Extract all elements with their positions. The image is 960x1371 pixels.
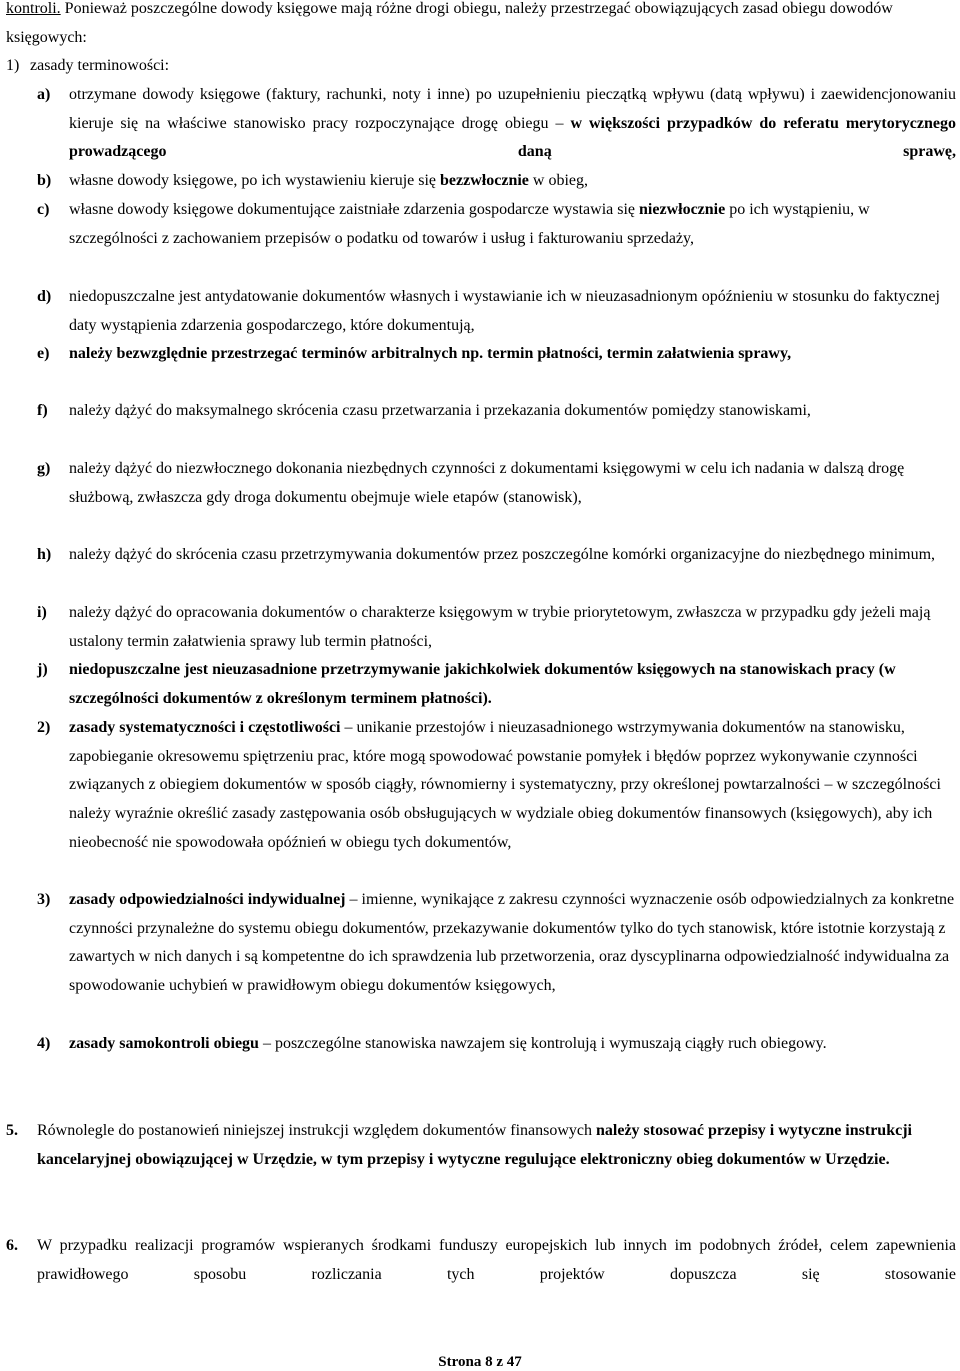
section-4-title: zasady samokontroli obiegu: [69, 1035, 259, 1052]
section-4-number: 4): [37, 1035, 51, 1052]
item-g-label: g): [37, 460, 51, 477]
section-1-number: 1): [6, 57, 20, 74]
point-6-text: W przypadku realizacji programów wspieranych środkami funduszy europejskich lub innych im podobnych źródeł, celem zapewnienia prawidłowego sposobu rozliczania tych projektów dopuszcza się stosowanie: [37, 1237, 956, 1283]
section-2-title: zasady systematyczności i częstotliwości: [69, 719, 341, 736]
point-6-number: 6.: [6, 1237, 18, 1254]
point-5-number: 5.: [6, 1122, 18, 1139]
item-a-text-part: otrzymane dowody księgowe (faktury, rachunki, noty i inne) po uzupełnieniu pieczątką wpływu (datą wpływu) i zaewidencjonowaniu kieruje się na właściwe stanowisko pracy rozpoczynające drogę obiegu –: [69, 86, 956, 132]
item-g-text: należy dążyć do niezwłocznego dokonania niezbędnych czynności z dokumentami księgowymi w celu ich nadania w dalszą drogę służbową, zwłaszcza gdy droga dokumentu obejmuje wiele etapów (stanowisk),: [69, 460, 905, 506]
item-j-text: niedopuszczalne jest nieuzasadnione przetrzymywanie jakichkolwiek dokumentów księgowych na stanowiskach pracy (w szczególności dokumentów z określonym terminem płatności).: [69, 661, 896, 707]
item-a-label: a): [37, 86, 51, 103]
item-d-label: d): [37, 288, 52, 305]
section-3-number: 3): [37, 891, 51, 908]
section-3-text: [69, 886, 956, 1001]
item-a-bold-part: w większości przypadków do referatu merytorycznego prowadzącego daną sprawę,: [69, 114, 956, 161]
section-4-text: [69, 1030, 956, 1059]
point-5-text: [37, 1117, 956, 1174]
item-b-text: [69, 167, 956, 196]
intro-fragment: kontroli.: [6, 0, 61, 17]
point-5-text-part: Równolegle do postanowień niniejszej instrukcji względem dokumentów finansowych: [37, 1122, 596, 1139]
point-5-bold-part: należy stosować przepisy i wytyczne instrukcji kancelaryjnej obowiązującej w Urzędzie, w tym przepisy i wytyczne regulujące elektroniczny obieg dokumentów w Urzędzie.: [37, 1122, 912, 1168]
item-c-text-end: po ich wystąpieniu, w szczególności z zachowaniem przepisów o podatku od towarów i usług i fakturowaniu sprzedaży,: [69, 201, 870, 247]
item-c-bold-part: niezwłocznie: [639, 201, 726, 218]
section-3-body: – imienne, wynikające z zakresu czynności wyznaczenie osób odpowiedzialnych za konkretne czynności przynależne do systemu obiegu dokumentów, przekazywanie dokumentów tylko do tych stanowisk, które istotnie korzystają z zawartych w nich danych i są kompetentne do ich sprawdzenia lub przetworzenia, oraz dyscyplinarna odpowiedzialność indywidualna za spowodowanie uchybień w prawidłowym obiegu dokumentów księgowych,: [69, 891, 955, 995]
item-c-text-part: własne dowody księgowe dokumentujące zaistniałe zdarzenia gospodarcze wystawia się: [69, 201, 640, 218]
item-e-text: należy bezwzględnie przestrzegać terminów arbitralnych np. termin płatności, termin załatwienia sprawy,: [69, 345, 792, 362]
intro-text: Ponieważ poszczególne dowody księgowe mają różne drogi obiegu, należy przestrzegać obowiązujących zasad obiegu dowodów księgowych:: [6, 0, 893, 46]
section-2-text: [69, 714, 956, 858]
item-i-label: i): [37, 604, 47, 621]
intro-paragraph: [6, 0, 956, 52]
section-3-title: zasady odpowiedzialności indywidualnej: [69, 891, 346, 908]
item-h-label: h): [37, 546, 52, 563]
item-f-label: f): [37, 402, 48, 419]
item-j-label: j): [37, 661, 48, 678]
item-c-label: c): [37, 201, 50, 218]
section-2-body: – unikanie przestojów i nieuzasadnionego wstrzymywania dokumentów na stanowisku, zapobieganie okresowemu spiętrzeniu prac, które mogą spowodować powstanie pomyłek i błędów poprzez wykonywanie czynności związanych z obiegiem dokumentów w sposób ciągły, równomierny i systematyczny, przy określonej powtarzalności – w szczególności należy wyraźnie określić zasady zastępowania osób obsługujących w wydziale obieg dokumentów finansowych (księgowych), aby ich nieobecność nie spowodowała opóźnień w obiegu tych dokumentów,: [69, 719, 941, 851]
item-e-label: e): [37, 345, 50, 362]
section-4-body: – poszczególne stanowiska nawzajem się kontrolują i wymuszają ciągły ruch obiegowy.: [258, 1035, 827, 1052]
item-b-label: b): [37, 172, 52, 189]
page-number-footer: Strona 8 z 47: [438, 1354, 522, 1370]
item-f-text: należy dążyć do maksymalnego skrócenia czasu przetwarzania i przekazania dokumentów pomiędzy stanowiskami,: [69, 402, 811, 419]
item-b-bold-part: bezzwłocznie: [440, 172, 529, 189]
item-h-text: należy dążyć do skrócenia czasu przetrzymywania dokumentów przez poszczególne komórki organizacyjne do niezbędnego minimum,: [69, 546, 936, 563]
item-d-text: niedopuszczalne jest antydatowanie dokumentów własnych i wystawianie ich w nieuzasadnionym opóźnieniu w stosunku do faktycznej daty wystąpienia zdarzenia gospodarczego, które dokumentują,: [69, 288, 940, 334]
section-1-title: zasady terminowości:: [30, 57, 170, 74]
item-b-text-part: własne dowody księgowe, po ich wystawieniu kieruje się: [69, 172, 441, 189]
item-i-text: należy dążyć do opracowania dokumentów o charakterze księgowym w trybie priorytetowym, zwłaszcza w przypadku gdy jeżeli mają ustalony termin załatwienia sprawy lub termin płatności,: [69, 604, 931, 650]
item-c-text: [69, 196, 956, 253]
item-b-text-end: w obieg,: [528, 172, 588, 189]
section-2-number: 2): [37, 719, 51, 736]
